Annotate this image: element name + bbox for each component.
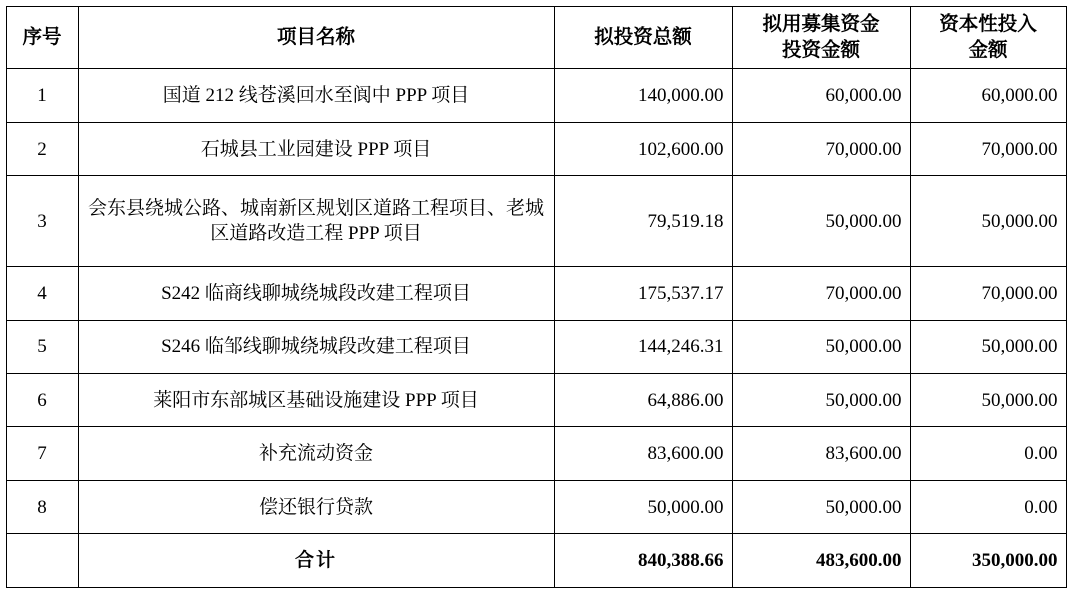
cell-capital-input: 70,000.00 [910,267,1066,320]
table-total-row [6,534,1066,588]
cell-capital-input: 0.00 [910,480,1066,533]
table-row [6,267,1066,320]
cell-raised-funds: 50,000.00 [732,374,910,427]
cell-project-name: S246 临邹线聊城绕城段改建工程项目 [78,320,554,373]
column-header-index: 序号 [6,7,78,69]
table-body [6,69,1066,588]
cell-capital-input: 50,000.00 [910,176,1066,267]
cell-capital-input: 0.00 [910,427,1066,480]
column-header-capital-input-line2: 金额 [968,39,1008,61]
table-row [6,176,1066,267]
table-row [6,427,1066,480]
cell-index: 8 [6,480,78,533]
cell-total-label: 合计 [78,534,554,588]
cell-project-name: 会东县绕城公路、城南新区规划区道路工程项目、老城区道路改造工程 PPP 项目 [78,176,554,267]
cell-total-investment: 102,600.00 [554,122,732,175]
cell-raised-funds: 50,000.00 [732,480,910,533]
cell-raised-funds: 70,000.00 [732,122,910,175]
cell-index: 4 [6,267,78,320]
cell-total-investment: 79,519.18 [554,176,732,267]
column-header-raised-funds-line1: 拟用募集资金 [762,14,880,35]
cell-capital-input: 60,000.00 [910,69,1066,122]
investment-projects-table [6,6,1067,588]
column-header-capital-input [910,7,1066,69]
cell-index: 7 [6,427,78,480]
cell-project-name: 石城县工业园建设 PPP 项目 [78,122,554,175]
cell-project-name: 国道 212 线苍溪回水至阆中 PPP 项目 [78,69,554,122]
cell-capital-input-sum: 350,000.00 [910,534,1066,588]
cell-raised-funds-sum: 483,600.00 [732,534,910,588]
cell-project-name: 偿还银行贷款 [78,480,554,533]
table-row [6,69,1066,122]
cell-total-investment: 140,000.00 [554,69,732,122]
cell-capital-input: 70,000.00 [910,122,1066,175]
column-header-raised-funds-line2: 投资金额 [781,39,860,61]
cell-total-spacer [6,534,78,588]
table-row [6,320,1066,373]
cell-total-investment: 64,886.00 [554,374,732,427]
cell-raised-funds: 50,000.00 [732,176,910,267]
header-row [6,7,1066,69]
cell-project-name: 莱阳市东部城区基础设施建设 PPP 项目 [78,374,554,427]
table-row [6,122,1066,175]
cell-index: 1 [6,69,78,122]
cell-total-investment: 175,537.17 [554,267,732,320]
cell-total-investment: 144,246.31 [554,320,732,373]
column-header-capital-input-line1: 资本性投入 [939,14,1037,35]
table-header [6,7,1066,69]
column-header-total-investment: 拟投资总额 [554,7,732,69]
cell-total-investment: 83,600.00 [554,427,732,480]
cell-raised-funds: 60,000.00 [732,69,910,122]
cell-index: 6 [6,374,78,427]
column-header-project-name: 项目名称 [78,7,554,69]
column-header-raised-funds [732,7,910,69]
cell-raised-funds: 70,000.00 [732,267,910,320]
cell-project-name: 补充流动资金 [78,427,554,480]
cell-raised-funds: 83,600.00 [732,427,910,480]
table-row [6,480,1066,533]
cell-total-investment: 50,000.00 [554,480,732,533]
cell-index: 2 [6,122,78,175]
table-row [6,374,1066,427]
cell-raised-funds: 50,000.00 [732,320,910,373]
cell-capital-input: 50,000.00 [910,374,1066,427]
cell-index: 5 [6,320,78,373]
cell-index: 3 [6,176,78,267]
cell-capital-input: 50,000.00 [910,320,1066,373]
cell-project-name: S242 临商线聊城绕城段改建工程项目 [78,267,554,320]
cell-total-investment-sum: 840,388.66 [554,534,732,588]
